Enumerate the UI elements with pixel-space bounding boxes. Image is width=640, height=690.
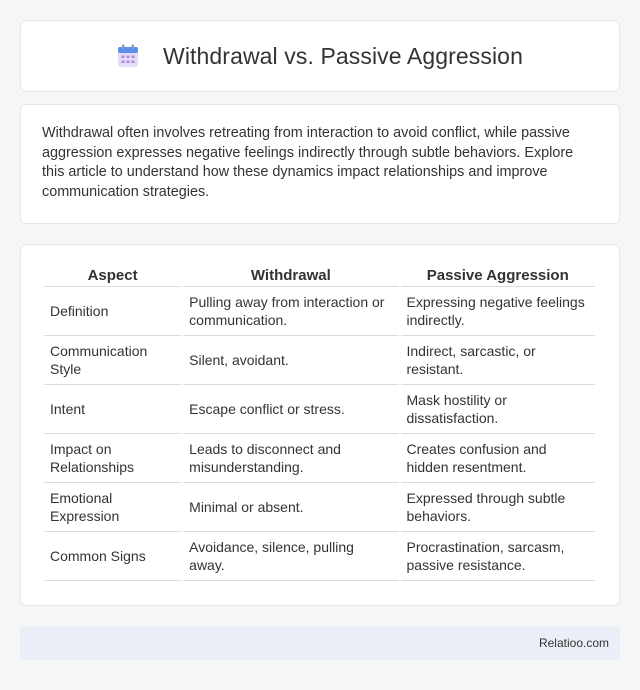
column-header-aspect: Aspect xyxy=(44,267,181,287)
cell-aspect: Common Signs xyxy=(44,532,181,581)
cell-passive-aggression: Mask hostility or dissatisfaction. xyxy=(401,385,596,434)
cell-aspect: Communication Style xyxy=(44,336,181,385)
cell-aspect: Definition xyxy=(44,287,181,336)
intro-text: Withdrawal often involves retreating from interaction to avoid conflict, while passive aggression expresses negative feelings indirectly through subtle behaviors. Explore this article to understand how these dynamics impact relationships and improve communication strategies. xyxy=(42,125,574,200)
cell-withdrawal: Minimal or absent. xyxy=(183,483,398,532)
calendar-icon xyxy=(117,44,139,68)
cell-passive-aggression: Expressing negative feelings indirectly. xyxy=(401,287,596,336)
table-row xyxy=(44,532,595,581)
cell-passive-aggression: Procrastination, sarcasm, passive resistance. xyxy=(401,532,596,581)
table-row xyxy=(44,336,595,385)
cell-withdrawal: Leads to disconnect and misunderstanding. xyxy=(183,434,398,483)
cell-aspect: Intent xyxy=(44,385,181,434)
footer-site-name: Relatioo.com xyxy=(538,636,609,650)
cell-withdrawal: Silent, avoidant. xyxy=(183,336,398,385)
cell-passive-aggression: Indirect, sarcastic, or resistant. xyxy=(401,336,596,385)
cell-aspect: Emotional Expression xyxy=(44,483,181,532)
table-row xyxy=(44,287,595,336)
table-row xyxy=(44,434,595,483)
column-header-passive-aggression: Passive Aggression xyxy=(401,267,596,287)
comparison-table xyxy=(42,267,597,581)
cell-passive-aggression: Creates confusion and hidden resentment. xyxy=(401,434,596,483)
cell-withdrawal: Pulling away from interaction or communication. xyxy=(183,287,398,336)
footer-bar xyxy=(20,626,620,660)
table-row xyxy=(44,385,595,434)
cell-withdrawal: Avoidance, silence, pulling away. xyxy=(183,532,398,581)
intro-card xyxy=(20,104,620,224)
column-header-withdrawal: Withdrawal xyxy=(183,267,398,287)
cell-passive-aggression: Expressed through subtle behaviors. xyxy=(401,483,596,532)
cell-withdrawal: Escape conflict or stress. xyxy=(183,385,398,434)
title-wrap xyxy=(117,43,523,70)
table-card xyxy=(20,244,620,606)
header-card xyxy=(20,20,620,92)
cell-aspect: Impact on Relationships xyxy=(44,434,181,483)
page-title: Withdrawal vs. Passive Aggression xyxy=(163,42,523,69)
table-header-row xyxy=(44,267,595,287)
table-row xyxy=(44,483,595,532)
